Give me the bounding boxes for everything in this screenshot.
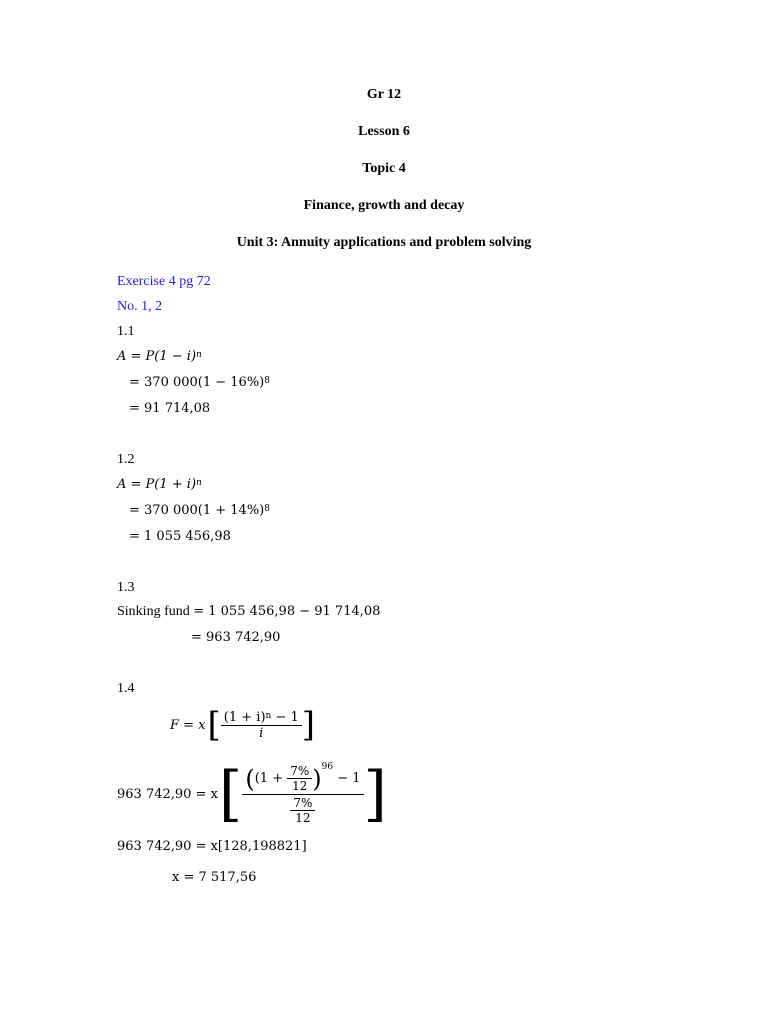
q1-2-result: = 1 055 456,98 bbox=[129, 529, 231, 544]
annuity-future-value-formula: F = x [ $\frac{(1 + i)^n - 1}{i}$ ] bbox=[170, 705, 316, 745]
q1-1-label: 1.1 bbox=[117, 324, 135, 339]
annuity-substituted-formula: 963 742,90 = x [ ( (1 + $\frac{7\%}{12}$ ) $^{96}$ − 1 $\frac{7\%}{12}$ ] bbox=[117, 759, 387, 829]
payment-answer: x = 7 517,56 bbox=[172, 870, 257, 885]
q1-1-substitution: = 370 $000(1 - 16\%)^8$ bbox=[129, 375, 270, 390]
exercise-reference: Exercise 4 pg 72 bbox=[117, 274, 211, 289]
exercise-numbers: No. 1, 2 bbox=[117, 299, 163, 314]
topic-heading: Topic 4 bbox=[362, 161, 406, 176]
annuity-simplified: 963 742,90 = x[128,198821] bbox=[117, 839, 307, 854]
q1-2-formula: $A = P(1 + i)^n$ bbox=[117, 477, 202, 492]
lesson-heading: Lesson 6 bbox=[358, 124, 410, 139]
q1-2-label: 1.2 bbox=[117, 452, 135, 467]
q1-2-substitution: = 370 $000(1 + 14\%)^8$ bbox=[129, 503, 270, 518]
q1-3-sinking-fund: Sinking fund = 1 055 456,98 − 91 714,08 bbox=[117, 604, 381, 619]
q1-3-label: 1.3 bbox=[117, 580, 135, 595]
q1-1-result: = 91 714,08 bbox=[129, 401, 211, 416]
q1-3-result: = 963 742,90 bbox=[191, 630, 281, 645]
unit-heading: Unit 3: Annuity applications and problem solving bbox=[236, 235, 532, 250]
subject-heading: Finance, growth and decay bbox=[303, 198, 465, 213]
q1-1-formula: $A = P(1 - i)^n$ bbox=[117, 349, 202, 364]
q1-4-label: 1.4 bbox=[117, 681, 135, 696]
grade-heading: Gr 12 bbox=[366, 87, 402, 102]
